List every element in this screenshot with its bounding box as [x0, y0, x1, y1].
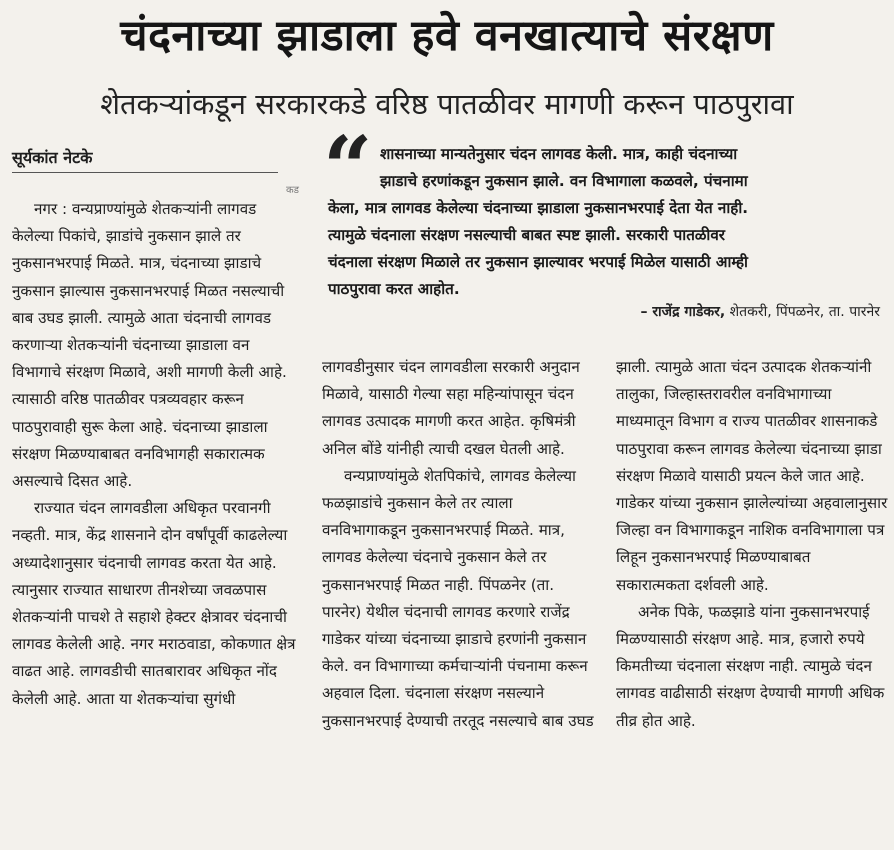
page-marker: कड — [286, 185, 300, 196]
byline: सूर्यकांत नेटके — [12, 148, 93, 167]
attribution-detail: शेतकरी, पिंपळनेर, ता. पारनेर — [725, 304, 880, 320]
col3-paragraph-1: झाली. त्यामुळे आता चंदन उत्पादक शेतकऱ्यांनी तालुका, जिल्हास्तरावरील वनविभागाच्या माध्यमातून विभाग व राज्य पातळीवर शासनाकडे पाठपुरावा करून लागवड केलेल्या चंदनाच्या झाडा संरक्षण मिळावे यासाठी प्रयत्न केले जात आहे. गाडेकर यांच्या नुकसान झालेल्यांच्या अहवालानुसार जिल्हा वन विभागाकडून नाशिक वनविभागाला पत्र लिहून नुकसानभरपाई मिळण्याबाबत सकारात्मकता दर्शवली आहे. — [616, 358, 888, 594]
quote-attribution — [640, 302, 880, 321]
pull-quote — [328, 141, 882, 303]
col1-paragraph-2: राज्यात चंदन लागवडीला अधिकृत परवानगी नव्हती. मात्र, केंद्र शासनाने दोन वर्षांपूर्वी काढलेल्या अध्यादेशानुसार चंदनाची लागवड करता येत आहे. त्यानुसार राज्यात साधारण तीनशेच्या जवळपास शेतकऱ्यांनी पाचशे ते सहाशे हेक्टर क्षेत्रावर चंदनाची लागवड केलेली आहे. नगर मराठवाडा, कोकणात क्षेत्र वाढत आहे. लागवडीची सातबारावर अधिकृत नोंद केलेली आहे. आता या शेतकऱ्यांचा सुगंधी — [12, 499, 296, 708]
quote-line: झाडाचे हरणांकडून नुकसान झाले. वन विभागाला कळवले, पंचनामा — [380, 172, 748, 190]
quote-line: केला, मात्र लागवड केलेल्या चंदनाच्या झाडाला नुकसानभरपाई देता येत नाही. — [328, 199, 749, 217]
quote-mark-icon: “ — [323, 118, 373, 219]
quote-line: पाठपुरावा करत आहोत. — [328, 280, 460, 298]
col1-paragraph-1: नगर : वन्यप्राण्यांमुळे शेतकऱ्यांनी लागवड केलेल्या पिकांचे, झाडांचे नुकसान झाले तर नुकसानभरपाई मिळते. मात्र, चंदनाच्या झाडाचे नुकसान झाल्यास नुकसानभरपाई मिळत नसल्याची बाब उघड झाली. त्यामुळे आता चंदनाची लागवड करणाऱ्या शेतकऱ्यांनी चंदनाच्या झाडाला वन विभागाचे संरक्षण मिळावे, अशी मागणी केली आहे. त्यासाठी वरिष्ठ पातळीवर पत्रव्यवहार करून पाठपुरावाही सुरू केला आहे. चंदनाच्या झाडाला संरक्षण मिळण्याबाबत वनविभागही सकारात्मक असल्याचे दिसत आहे. — [12, 200, 287, 491]
col2-paragraph-2: वन्यप्राण्यांमुळे शेतपिकांचे, लागवड केलेल्या फळझाडांचे नुकसान केले तर त्याला वनविभागाकडून नुकसानभरपाई मिळते. मात्र, लागवड केलेल्या चंदनाचे नुकसान केले तर नुकसानभरपाई मिळत नाही. पिंपळनेर (ता. पारनेर) येथील चंदनाची लागवड करणारे राजेंद्र गाडेकर यांच्या चंदनाच्या झाडाचे हरणांनी नुकसान केले. वन विभागाच्या कर्मचाऱ्यांनी पंचनामा करून अहवाल दिला. चंदनाला संरक्षण नसल्याने नुकसानभरपाई देण्याची तरतूद नसल्याचे बाब उघड — [322, 466, 594, 730]
quote-line: त्यामुळे चंदनाला संरक्षण नसल्याची बाबत स्पष्ट झाली. सरकारी पातळीवर — [328, 226, 726, 244]
quote-line: शासनाच्या मान्यतेनुसार चंदन लागवड केली. मात्र, काही चंदनाच्या — [380, 145, 738, 163]
col2-paragraph-1: लागवडीनुसार चंदन लागवडीला सरकारी अनुदान मिळावे, यासाठी गेल्या सहा महिन्यांपासून चंदन लागवड उत्पादक मागणी करत आहेत. कृषिमंत्री अनिल बोंडे यांनीही त्याची दखल घेतली आहे. — [322, 358, 580, 458]
quote-line: चंदनाला संरक्षण मिळाले तर नुकसान झाल्यावर भरपाई मिळेल यासाठी आम्ही — [328, 253, 748, 271]
headline: चंदनाच्या झाडाला हवे वनखात्याचे संरक्षण — [120, 11, 774, 61]
subheadline: शेतकऱ्यांकडून सरकारकडे वरिष्ठ पातळीवर मागणी करून पाठपुरावा — [100, 87, 794, 121]
column-1 — [12, 196, 300, 713]
attribution-name: – राजेंद्र गाडेकर, — [640, 304, 726, 320]
col3-paragraph-2: अनेक पिके, फळझाडे यांना नुकसानभरपाई मिळण्यासाठी संरक्षण आहे. मात्र, हजारो रुपये किमतीच्या चंदनाला संरक्षण नाही. त्यामुळे चंदन लागवड वाढीसाठी संरक्षण देण्याची मागणी अधिक तीव्र होत आहे. — [616, 602, 885, 730]
column-3 — [616, 354, 888, 735]
byline-rule — [12, 172, 278, 173]
column-2 — [322, 354, 594, 735]
